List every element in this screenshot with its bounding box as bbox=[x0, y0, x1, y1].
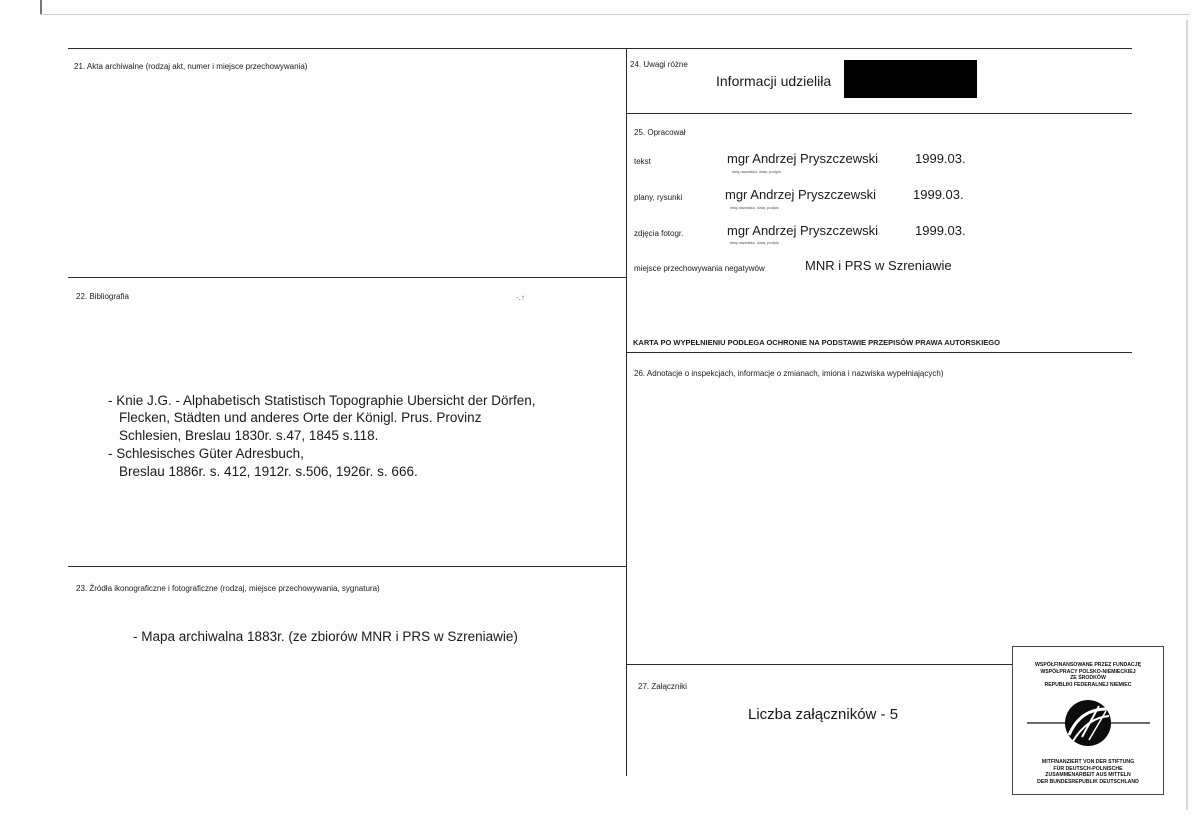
column-divider bbox=[626, 48, 627, 776]
bibliography-line-3: Schlesien, Breslau 1830r. s.47, 1845 s.118. bbox=[119, 428, 379, 443]
row-plans-label: plany, rysunki bbox=[634, 193, 683, 202]
foundation-logo-icon bbox=[1013, 695, 1163, 755]
section-26-label: 26. Adnotacje o inspekcjach, informacje o zmianach, imiona i nazwiska wypełniających) bbox=[634, 369, 944, 378]
section-22-label: 22. Bibliografia bbox=[76, 292, 129, 301]
stamp-top-line: ZE ŚRODKÓW bbox=[1070, 675, 1106, 682]
rule-21-22 bbox=[68, 277, 626, 278]
stamp-top-line: WSPÓŁPRACY POLSKO-NIEMIECKIEJ bbox=[1040, 668, 1136, 675]
storage-value: MNR i PRS w Szreniawie bbox=[805, 258, 952, 273]
stamp-top-line: REPUBLIKI FEDERALNEJ NIEMIEC bbox=[1044, 681, 1132, 688]
row-photos-hint: imię,nazwisko, data, podpis bbox=[730, 240, 779, 245]
redaction-bar bbox=[844, 60, 977, 98]
rule-24-25 bbox=[626, 113, 1132, 114]
stamp-top-line: WSPÓŁFINANSOWANE PRZEZ FUNDACJĘ bbox=[1034, 662, 1142, 668]
row-plans-name: mgr Andrzej Pryszczewski bbox=[725, 187, 876, 202]
row-text-name: mgr Andrzej Pryszczewski bbox=[727, 151, 878, 166]
sheet-right-edge bbox=[1186, 20, 1188, 810]
stamp-top-text bbox=[1013, 662, 1163, 688]
row-text-date: 1999.03. bbox=[915, 151, 966, 166]
rule-22-23 bbox=[68, 566, 626, 567]
row-plans-date: 1999.03. bbox=[913, 187, 964, 202]
rule-25-26 bbox=[626, 352, 1132, 353]
stamp-bottom-line: DER BUNDESREPUBLIK DEUTSCHLAND bbox=[1037, 778, 1139, 785]
sheet-left-mark bbox=[40, 0, 42, 14]
bibliography-line-1: - Knie J.G. - Alphabetisch Statistisch Topographie Ubersicht der Dörfen, bbox=[108, 393, 536, 408]
row-photos-label: zdjęcia fotogr. bbox=[634, 229, 684, 238]
top-rule bbox=[68, 48, 1132, 49]
section-24-label: 24. Uwagi różne bbox=[630, 60, 688, 69]
row-text-hint: imię,nazwisko, data, podpis bbox=[732, 169, 781, 174]
row-photos-name: mgr Andrzej Pryszczewski bbox=[727, 223, 878, 238]
section-23-label: 23. Źródła ikonograficzne i fotograficzne (rodzaj, miejsce przechowywania, sygnatura) bbox=[76, 584, 380, 593]
stamp-bottom-line: ZUSAMMENARBEIT AUS MITTELN bbox=[1045, 772, 1131, 779]
row-text-label: tekst bbox=[634, 157, 651, 166]
bibliography-line-5: Breslau 1886r. s. 412, 1912r. s.506, 1926r. s. 666. bbox=[119, 464, 418, 479]
section-25-label: 25. Opracował bbox=[634, 128, 686, 137]
section-21-label: 21. Akta archiwalne (rodzaj akt, numer i miejsce przechowywania) bbox=[74, 62, 308, 71]
row-photos-date: 1999.03. bbox=[915, 223, 966, 238]
scan-mark: ·.↑ bbox=[516, 293, 525, 302]
foundation-stamp bbox=[1012, 646, 1164, 795]
stamp-bottom-text bbox=[1013, 759, 1163, 785]
section-27-label: 27. Załączniki bbox=[638, 682, 687, 691]
stamp-bottom-line: FÜR DEUTSCH-POLNISCHE bbox=[1053, 765, 1123, 772]
row-plans-hint: imię,nazwisko, data, podpis bbox=[730, 205, 779, 210]
copyright-notice: KARTA PO WYPEŁNIENIU PODLEGA OCHRONIE NA PODSTAWIE PRZEPISÓW PRAWA AUTORSKIEGO bbox=[633, 338, 1000, 347]
rule-26-27 bbox=[626, 664, 1012, 665]
attachments-count: Liczba załączników - 5 bbox=[748, 706, 899, 723]
section-24-value: Informacji udzieliła bbox=[716, 73, 832, 89]
section-23-value: - Mapa archiwalna 1883r. (ze zbiorów MNR i PRS w Szreniawie) bbox=[133, 629, 518, 644]
stamp-bottom-line: MITFINANZIERT VON DER STIFTUNG bbox=[1041, 759, 1135, 765]
bibliography-line-4: - Schlesisches Güter Adresbuch, bbox=[108, 446, 304, 461]
sheet-top-edge bbox=[40, 14, 1190, 15]
storage-label: miejsce przechowywania negatywów bbox=[634, 264, 765, 273]
bibliography-line-2: Flecken, Städten und anderes Orte der Königl. Prus. Provinz bbox=[119, 410, 482, 425]
